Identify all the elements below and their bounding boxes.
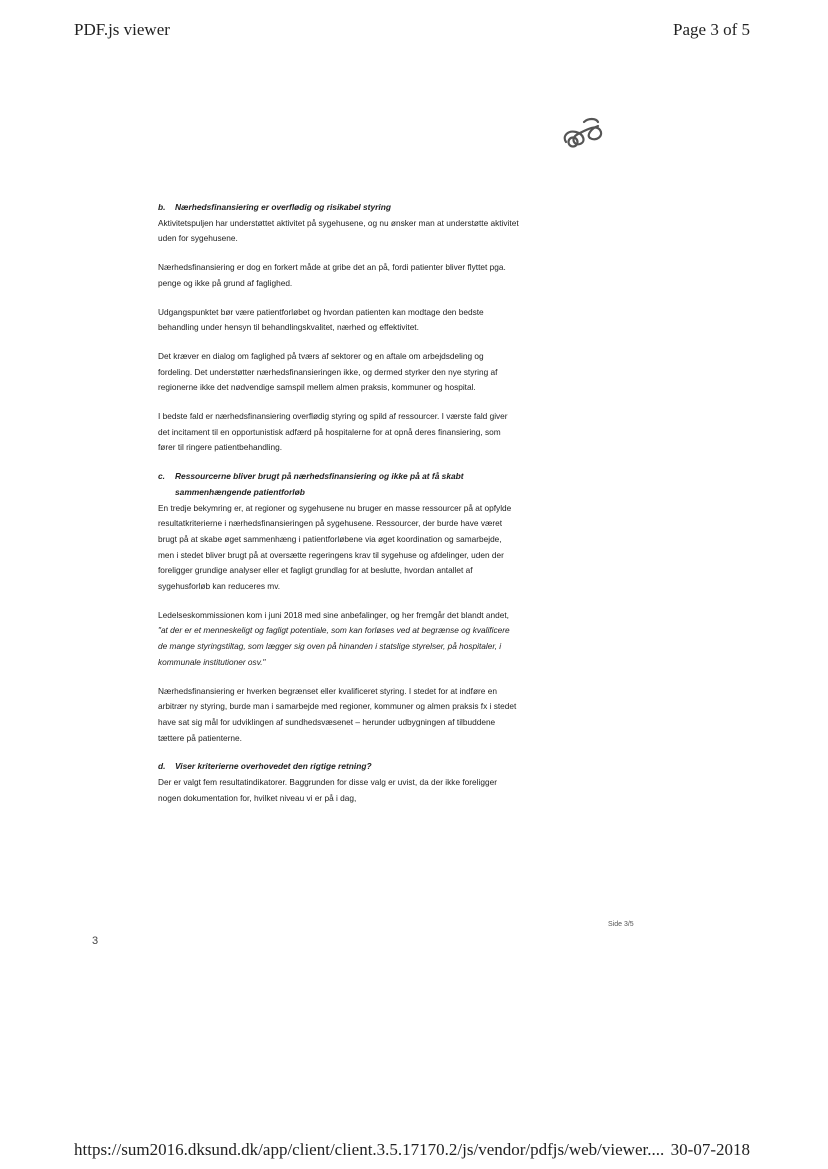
document-body	[158, 200, 520, 820]
commission-quote: "at der er et menneskeligt og fagligt potentiale, som kan forløses ved at begrænse og kvalificere de mange styringstiltag, som lægger sig oven på hinanden i statslige styrelser, på hospitaler, i kommunale institutioner osv."	[158, 625, 510, 667]
paragraph: I bedste fald er nærhedsfinansiering overflødig styring og spild af ressourcer. I værste fald giver det incitament til en opportunistisk adfærd på hospitalerne for at opnå deres finansiering, som fører til ringere patientbehandling.	[158, 411, 508, 453]
paragraph: Det kræver en dialog om faglighed på tværs af sektorer og en aftale om arbejdsdeling og fordeling. Det understøtter nærhedsfinansieringen ikke, og dermed styrker den nye styring af regionerne ikke det nødvendige samspil mellem almen praksis, kommuner og hospital.	[158, 350, 498, 393]
paragraph: Udgangspunktet bør være patientforløbet og hvordan patienten kan modtage den bedste behandling under hensyn til behandlingskvalitet, nærhed og effektivitet.	[158, 306, 484, 333]
page-indicator: Page 3 of 5	[673, 20, 750, 39]
quote-paragraph: Ledelseskommissionen kom i juni 2018 med sine anbefalinger, og her fremgår det blandt andet, "at der er et menneskeligt og fagligt potentiale, som kan forløses ved at begrænse og kvalificere de mange styringstiltag, som lægger sig oven på hinanden i statslige styrelser, på hospitaler, i kommunale institutioner osv."	[158, 609, 510, 667]
app-title: PDF.js viewer	[74, 20, 170, 39]
side-label: Side 3/5	[608, 921, 634, 928]
footer-url: https://sum2016.dksund.dk/app/client/client.3.5.17170.2/js/vendor/pdfjs/web/viewer....	[74, 1140, 665, 1159]
footer-date: 30-07-2018	[670, 1140, 750, 1159]
section-heading-d: d. Viser kriterierne overhovedet den rigtige retning?	[158, 761, 372, 772]
page-number: 3	[92, 935, 99, 947]
paragraph: Nærhedsfinansiering er hverken begrænset eller kvalificeret styring. I stedet for at indføre en arbitrær ny styring, burde man i samarbejde med regioner, kommuner og almen praksis fx i stedet have sat sig mål for udviklingen af sundhedsvæsenet – herunder udbygningen af tilbuddene tættere på patienterne.	[158, 685, 517, 743]
section-heading-b: b. Nærhedsfinansiering er overflødig og risikabel styring	[158, 202, 391, 212]
section-heading-c: c. Ressourcerne bliver brugt på nærhedsfinansiering og ikke på at få skabt sammenhængende patientforløb	[158, 471, 464, 497]
paragraph: Nærhedsfinansiering er dog en forkert måde at gribe det an på, fordi patienter bliver flyttet pga. penge og ikke på grund af faglighed.	[158, 262, 506, 288]
serpent-logo-icon	[560, 114, 606, 150]
paragraph: Der er valgt fem resultatindikatorer. Baggrunden for disse valg er uvist, da der ikke foreligger nogen dokumentation for, hvilket niveau vi er på i dag,	[158, 777, 497, 803]
paragraph: Aktivitetspuljen har understøttet aktivitet på sygehusene, og nu ønsker man at understøtte aktivitet uden for sygehusene.	[158, 217, 519, 244]
paragraph: En tredje bekymring er, at regioner og sygehusene nu bruger en masse ressourcer på at opfylde resultatkriterierne i nærhedsfinansieringen på sygehusene. Ressourcer, der burde have været brugt på at skabe øget sammenhæng i patientforløbene via øget koordination og samarbejde, men i stedet bliver brugt på at oversætte regeringens krav til sygehuse og afdelinger, uden der foreligger grundige analyser eller et fagligt grundlag for at beslutte, hvordan antallet af sygehusforløb kan reduceres mv.	[158, 502, 512, 592]
